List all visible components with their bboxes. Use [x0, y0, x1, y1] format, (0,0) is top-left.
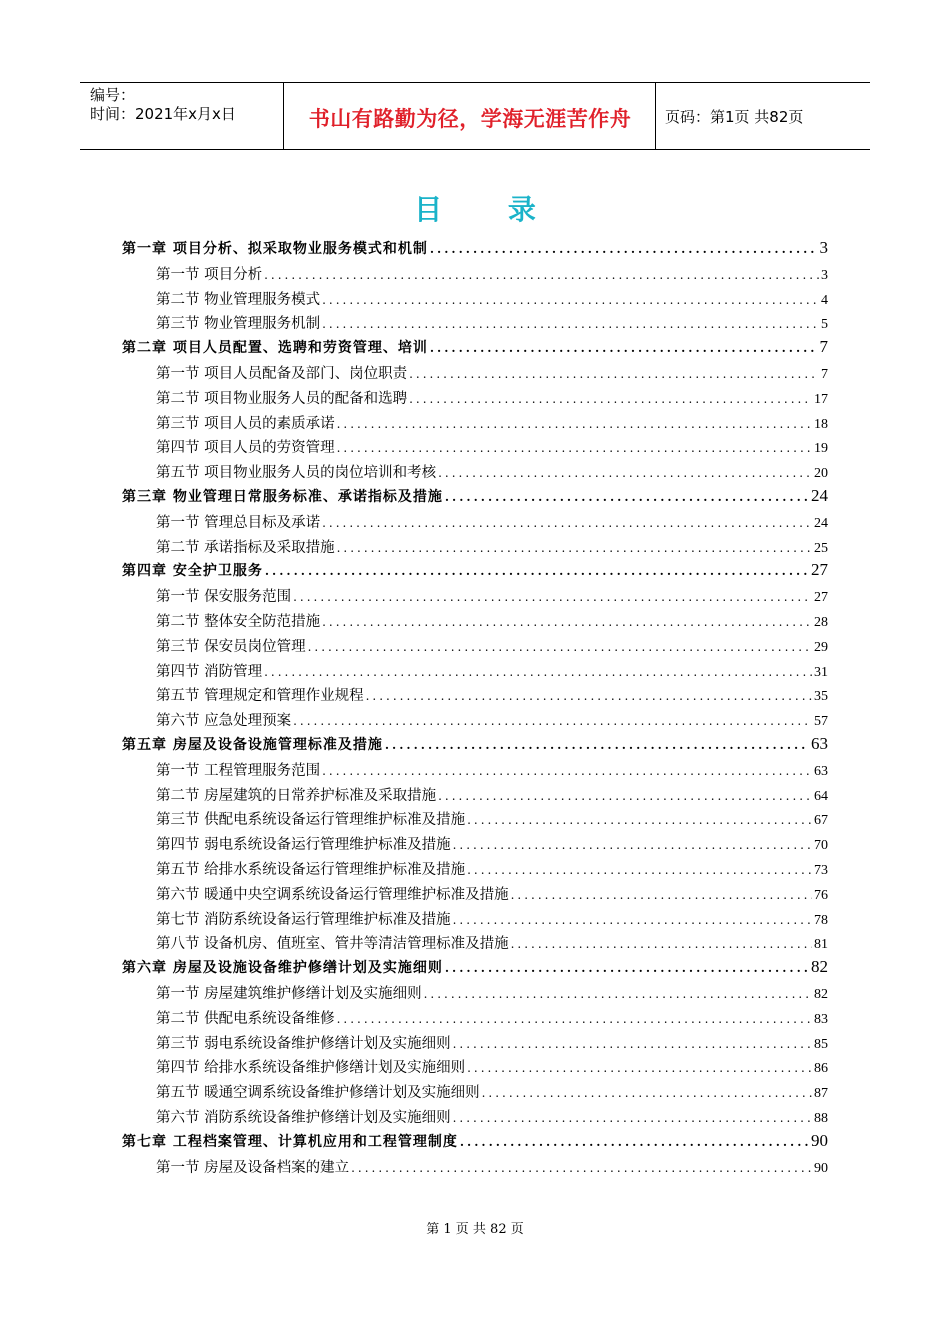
toc-entry-label: 第二章 项目人员配置、选聘和劳资管理、培训 [122, 340, 428, 357]
toc-section-entry[interactable] [156, 1032, 828, 1053]
toc-leader-dots [453, 838, 812, 852]
toc-entry-page: 31 [814, 664, 828, 680]
toc-entry-page: 3 [819, 238, 828, 257]
toc-leader-dots [264, 665, 812, 679]
toc-leader-dots [511, 937, 812, 951]
toc-entry-label: 第一节 保安服务范围 [156, 589, 292, 606]
header-meta [90, 86, 236, 124]
toc-entry-label: 第四节 消防管理 [156, 663, 263, 680]
toc-entry-page: 82 [811, 957, 828, 977]
toc-entry-label: 第四节 项目人员的劳资管理 [156, 440, 335, 457]
toc-entry-page: 25 [814, 540, 828, 556]
toc-section-entry[interactable] [156, 585, 828, 606]
toc-leader-dots [445, 490, 809, 504]
toc-section-entry[interactable] [156, 536, 828, 557]
toc-leader-dots [264, 268, 819, 282]
toc-entry-label: 第二节 房屋建筑的日常养护标准及采取措施 [156, 787, 437, 804]
toc-entry-label: 第三节 供配电系统设备运行管理维护标准及措施 [156, 812, 466, 829]
toc-entry-label: 第三节 物业管理服务机制 [156, 316, 321, 333]
toc-section-entry[interactable] [156, 932, 828, 953]
toc-entry-page: 7 [819, 337, 828, 357]
toc-entry-label: 第五节 项目物业服务人员的岗位培训和考核 [156, 465, 437, 482]
toc-section-entry[interactable] [156, 1106, 828, 1127]
toc-entry-label: 第一节 项目分析 [156, 266, 263, 283]
toc-entry-label: 第一节 房屋及设备档案的建立 [156, 1159, 350, 1176]
toc-entry-label: 第六节 消防系统设备维护修缮计划及实施细则 [156, 1110, 451, 1126]
toc-entry-label: 第四节 弱电系统设备运行管理维护标准及措施 [156, 837, 451, 854]
toc-leader-dots [366, 689, 812, 703]
toc-chapter-entry[interactable] [122, 560, 828, 580]
header-divider-left [283, 82, 284, 149]
toc-entry-label: 第七节 消防系统设备运行管理维护标准及措施 [156, 911, 451, 928]
toc-entry-page: 57 [814, 714, 828, 730]
toc-section-entry[interactable] [156, 635, 828, 656]
toc-leader-dots [438, 466, 812, 480]
toc-entry-label: 第二节 物业管理服务模式 [156, 291, 321, 308]
toc-entry-label: 第五章 房屋及设备设施管理标准及措施 [122, 737, 383, 753]
toc-chapter-entry[interactable] [122, 734, 828, 754]
toc-leader-dots [322, 293, 819, 307]
toc-entry-label: 第一节 项目人员配备及部门、岗位职责 [156, 366, 408, 382]
toc-chapter-entry[interactable] [122, 1131, 828, 1151]
toc-entry-page: 17 [814, 391, 828, 407]
toc-entry-label: 第四节 给排水系统设备维护修缮计划及实施细则 [156, 1060, 466, 1077]
toc-leader-dots [351, 1161, 812, 1175]
toc-section-entry[interactable] [156, 858, 828, 879]
toc-entry-page: 88 [814, 1111, 828, 1126]
toc-entry-label: 第六节 暖通中央空调系统设备运行管理维护标准及措施 [156, 886, 509, 903]
toc-entry-label: 第一节 房屋建筑维护修缮计划及实施细则 [156, 986, 422, 1002]
toc-leader-dots [293, 590, 812, 604]
toc-entry-page: 5 [821, 317, 828, 333]
toc-entry-page: 90 [814, 1160, 828, 1176]
toc-leader-dots [409, 392, 812, 406]
toc-leader-dots [453, 913, 812, 927]
toc-entry-label: 第五节 暖通空调系统设备维护修缮计划及实施细则 [156, 1085, 480, 1102]
toc-section-entry[interactable] [156, 1007, 828, 1028]
toc-entry-label: 第一章 项目分析、拟采取物业服务模式和机制 [122, 241, 428, 257]
toc-entry-page: 81 [814, 937, 828, 953]
header-top-rule [80, 82, 870, 83]
toc-leader-dots [308, 640, 812, 654]
toc-entry-label: 第一节 工程管理服务范围 [156, 762, 321, 779]
toc-entry-page: 63 [814, 763, 828, 779]
toc-entry-page: 82 [814, 987, 828, 1002]
toc-chapter-entry[interactable] [122, 486, 828, 506]
toc-section-entry[interactable] [156, 263, 828, 284]
toc-entry-page: 24 [811, 486, 828, 505]
toc-entry-page: 86 [814, 1061, 828, 1077]
toc-leader-dots [322, 615, 812, 629]
toc-entry-label: 第三章 物业管理日常服务标准、承诺指标及措施 [122, 489, 443, 505]
toc-leader-dots [467, 813, 812, 827]
toc-section-entry[interactable] [156, 1156, 828, 1177]
toc-entry-page: 87 [814, 1086, 828, 1102]
toc-leader-dots [424, 987, 812, 1001]
toc-entry-label: 第二节 承诺指标及采取措施 [156, 539, 335, 556]
toc-leader-dots [453, 1037, 812, 1051]
toc-leader-dots [385, 738, 809, 752]
toc-entry-page: 28 [814, 615, 828, 630]
toc-entry-page: 70 [814, 838, 828, 854]
toc-chapter-entry[interactable] [122, 238, 828, 258]
toc-section-entry[interactable] [156, 709, 828, 730]
toc-entry-page: 3 [821, 267, 828, 283]
toc-entry-page: 85 [814, 1036, 828, 1052]
toc-section-entry[interactable] [156, 511, 828, 532]
toc-section-entry[interactable] [156, 312, 828, 333]
toc-entry-page: 7 [821, 367, 828, 382]
toc-leader-dots [337, 1012, 812, 1026]
toc-chapter-entry[interactable] [122, 337, 828, 357]
toc-section-entry[interactable] [156, 883, 828, 904]
toc-section-entry[interactable] [156, 1056, 828, 1077]
toc-entry-label: 第五节 管理规定和管理作业规程 [156, 688, 364, 705]
toc-leader-dots [337, 441, 812, 455]
toc-entry-page: 76 [814, 887, 828, 903]
toc-entry-page: 63 [811, 734, 828, 753]
toc-entry-page: 83 [814, 1011, 828, 1027]
toc-section-entry[interactable] [156, 982, 828, 1003]
toc-entry-page: 29 [814, 639, 828, 655]
toc-leader-dots [322, 317, 819, 331]
toc-section-entry[interactable] [156, 833, 828, 854]
toc-section-entry[interactable] [156, 387, 828, 408]
toc-chapter-entry[interactable] [122, 957, 828, 977]
toc-entry-label: 第一节 管理总目标及承诺 [156, 514, 321, 531]
serial-label: 编号： [90, 86, 136, 104]
time-label: 时间：2021年x月x日 [90, 105, 236, 123]
toc-leader-dots [322, 764, 812, 778]
toc-leader-dots [511, 888, 812, 902]
toc-entry-label: 第二节 整体安全防范措施 [156, 614, 321, 630]
toc-entry-page: 27 [811, 560, 828, 580]
toc-title: 目 录 [414, 193, 564, 226]
toc-section-entry[interactable] [156, 759, 828, 780]
toc-entry-page: 24 [814, 515, 828, 531]
toc-entry-label: 第五节 给排水系统设备运行管理维护标准及措施 [156, 862, 466, 878]
toc-entry-page: 78 [814, 912, 828, 928]
toc-entry-label: 第八节 设备机房、值班室、管井等清洁管理标准及措施 [156, 936, 509, 953]
toc-section-entry[interactable] [156, 908, 828, 929]
header-bottom-rule [80, 149, 870, 150]
toc-section-entry[interactable] [156, 461, 828, 482]
toc-entry-label: 第三节 保安员岗位管理 [156, 638, 306, 655]
toc-entry-page: 18 [814, 416, 828, 432]
toc-entry-label: 第四章 安全护卫服务 [122, 563, 263, 580]
toc-leader-dots [265, 564, 809, 578]
toc-section-entry[interactable] [156, 660, 828, 681]
toc-entry-label: 第三节 项目人员的素质承诺 [156, 415, 335, 432]
toc-leader-dots [409, 367, 819, 381]
header-page-info: 页码：第1页 共82页 [665, 108, 804, 126]
toc-leader-dots [453, 1111, 812, 1125]
toc-entry-page: 4 [821, 292, 828, 308]
toc-leader-dots [430, 242, 818, 256]
toc-entry-page: 90 [811, 1130, 828, 1150]
toc-leader-dots [445, 961, 809, 975]
toc-section-entry[interactable] [156, 684, 828, 705]
toc-leader-dots [460, 1135, 809, 1149]
toc-leader-dots [467, 863, 812, 877]
page-footer: 第 1 页 共 82 页 [426, 1222, 524, 1237]
toc-leader-dots [430, 341, 818, 355]
toc-section-entry[interactable] [156, 412, 828, 433]
header-divider-right [655, 82, 656, 149]
toc-entry-label: 第七章 工程档案管理、计算机应用和工程管理制度 [122, 1133, 458, 1150]
toc-entry-label: 第六章 房屋及设施设备维护修缮计划及实施细则 [122, 960, 443, 977]
toc-entry-page: 67 [814, 813, 828, 829]
toc-section-entry[interactable] [156, 808, 828, 829]
toc-section-entry[interactable] [156, 784, 828, 805]
toc-entry-page: 20 [814, 466, 828, 482]
toc-entry-page: 19 [814, 441, 828, 457]
toc-entry-page: 73 [814, 863, 828, 878]
toc-leader-dots [467, 1061, 812, 1075]
toc-leader-dots [337, 541, 812, 555]
toc-section-entry[interactable] [156, 436, 828, 457]
toc-leader-dots [322, 516, 812, 530]
toc-entry-label: 第三节 弱电系统设备维护修缮计划及实施细则 [156, 1035, 451, 1052]
toc-section-entry[interactable] [156, 610, 828, 631]
toc-leader-dots [482, 1086, 812, 1100]
toc-leader-dots [293, 714, 812, 728]
toc-entry-page: 35 [814, 689, 828, 705]
toc-entry-label: 第二节 供配电系统设备维修 [156, 1010, 335, 1027]
toc-entry-label: 第二节 项目物业服务人员的配备和选聘 [156, 390, 408, 407]
toc-section-entry[interactable] [156, 1081, 828, 1102]
toc-entry-label: 第六节 应急处理预案 [156, 713, 292, 730]
toc-section-entry[interactable] [156, 288, 828, 309]
toc-entry-page: 27 [814, 590, 828, 606]
toc-section-entry[interactable] [156, 362, 828, 383]
toc-leader-dots [438, 789, 812, 803]
toc-leader-dots [337, 417, 812, 431]
header-motto: 书山有路勤为径，学海无涯苦作舟 [308, 107, 632, 131]
toc-entry-page: 64 [814, 788, 828, 804]
